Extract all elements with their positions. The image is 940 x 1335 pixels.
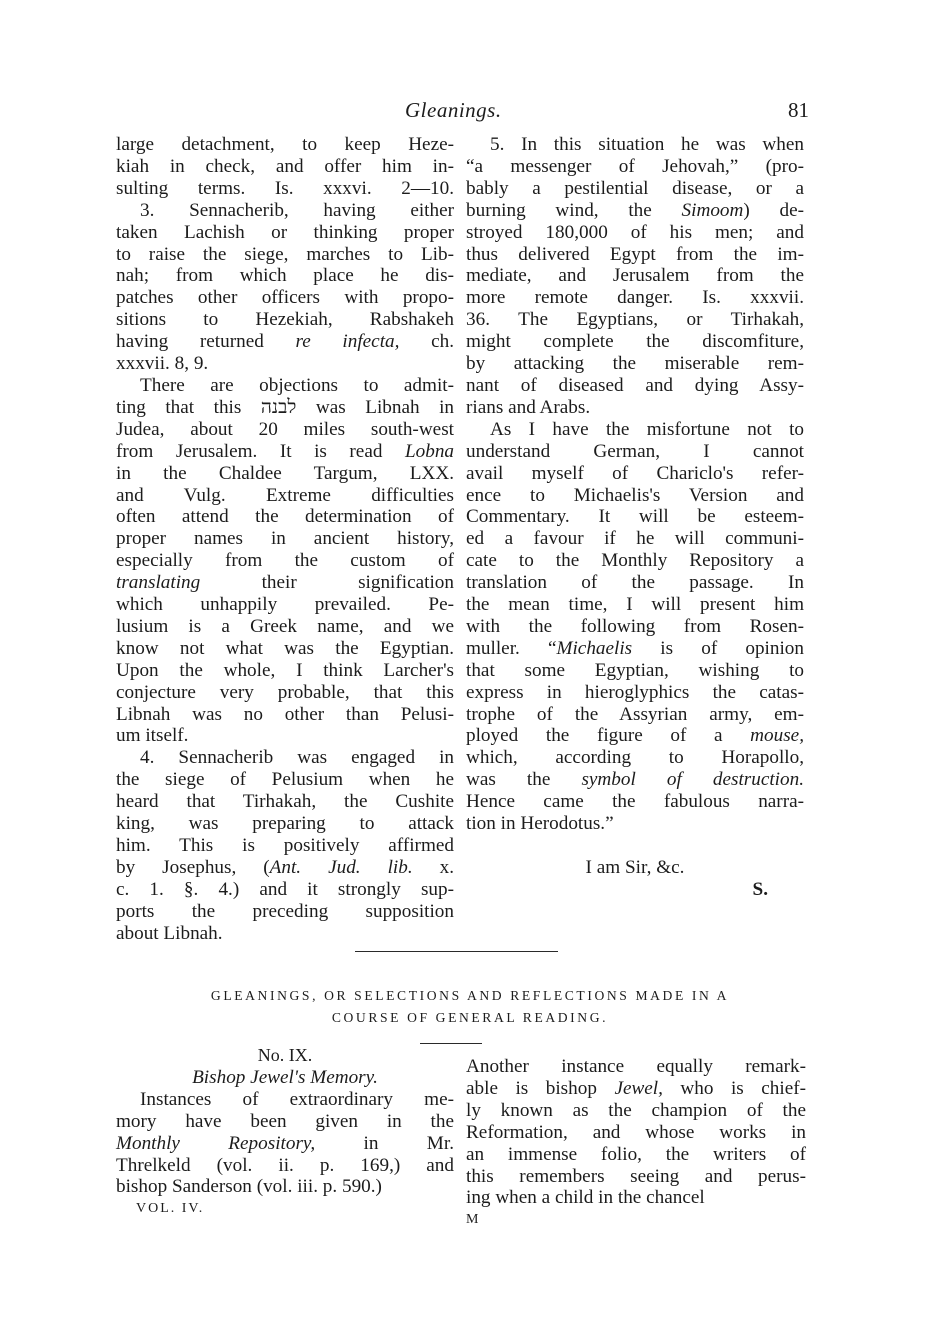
text-line: nah; from which place he dis-	[116, 265, 454, 287]
section-heading-line: GLEANINGS, OR SELECTIONS AND REFLECTIONS MADE IN A	[210, 988, 730, 1003]
text-line: with the following from Rosen-	[466, 615, 804, 637]
text-line: the siege of Pelusium when he	[116, 769, 454, 791]
italic-phrase: Lobna	[404, 440, 455, 462]
text-line: c. 1. §. 4.) and it strongly sup-	[116, 878, 454, 900]
signature-line	[466, 879, 804, 901]
text-line	[466, 638, 804, 660]
text-line: kiah in check, and offer him in-	[116, 155, 454, 177]
text-line: that some Egyptian, wishing to	[466, 659, 804, 681]
text-line: and Vulg. Extreme difficulties	[116, 484, 454, 506]
text-line: Commentary. It will be esteem-	[466, 506, 804, 528]
text-line	[466, 769, 804, 791]
text-line: ly known as the champion of the	[466, 1099, 806, 1121]
text-line: often attend the determination of	[116, 506, 454, 528]
text-line: bishop Sanderson (vol. iii. p. 590.)	[116, 1176, 382, 1198]
text-segment: having returned	[116, 331, 264, 353]
text-segment: ch.	[399, 331, 455, 353]
text-line: Upon the whole, I think Larcher's	[116, 659, 454, 681]
text-segment: ) de-	[743, 199, 805, 221]
text-line: cate to the Monthly Repository a	[466, 550, 804, 572]
text-line: As I have the misfortune not to	[490, 418, 804, 440]
text-line: Another instance equally remark-	[466, 1056, 806, 1077]
text-line	[466, 200, 804, 222]
text-line: large detachment, to keep Heze-	[116, 134, 454, 155]
text-segment: ting that this	[116, 396, 242, 418]
text-line: about Libnah.	[116, 922, 223, 944]
text-line: bably a pestilential disease, or a	[466, 177, 804, 199]
text-line: ed a favour if he will communi-	[466, 528, 804, 550]
italic-phrase: Ant. Jud. lib.	[269, 856, 413, 878]
text-line: mediate, and Jerusalem from the	[466, 265, 804, 287]
text-line: translation of the passage. In	[466, 572, 804, 594]
text-line: mory have been given in the	[116, 1110, 454, 1132]
text-line	[466, 1078, 806, 1100]
article-right-column	[466, 1056, 806, 1231]
running-title: Gleanings.	[405, 98, 502, 122]
signature-mark: M	[466, 1212, 481, 1228]
text-line: Threlkeld (vol. ii. p. 169,) and	[116, 1154, 454, 1176]
text-segment: their signification	[200, 572, 454, 594]
closing-line: I am Sir, &c.	[585, 856, 685, 878]
text-line: especially from the custom of	[116, 550, 454, 572]
article-left-column	[116, 1045, 454, 1220]
text-line	[116, 441, 454, 463]
text-line: conjecture very probable, that this	[116, 681, 454, 703]
spacer	[466, 835, 804, 857]
text-segment: was Libnah in	[296, 396, 455, 418]
text-line: trophe of the Assyrian army, em-	[466, 703, 804, 725]
text-line: ports the preceding supposition	[116, 900, 454, 922]
text-line: 3. Sennacherib, having either	[140, 199, 454, 221]
italic-phrase: re infecta,	[295, 331, 400, 353]
article-title: Bishop Jewel's Memory.	[192, 1066, 378, 1088]
text-line: patches other officers with propo-	[116, 287, 454, 309]
text-segment: able is bishop	[466, 1077, 597, 1099]
text-segment: burning wind, the	[466, 199, 652, 221]
text-segment: was the	[466, 769, 551, 791]
text-line: understand German, I cannot	[466, 440, 804, 462]
section-heading-line: COURSE OF GENERAL READING.	[331, 1010, 609, 1025]
text-line: tion in Herodotus.”	[466, 813, 614, 835]
text-line: 5. In this situation he was when	[490, 134, 804, 155]
text-segment: by Josephus, (	[116, 856, 270, 878]
text-line	[116, 857, 454, 879]
text-line: lusium is a Greek name, and we	[116, 615, 454, 637]
text-line: taken Lachish or thinking proper	[116, 221, 454, 243]
hebrew-word: לבנה	[260, 396, 297, 418]
text-line: might complete the discomfiture,	[466, 331, 804, 353]
italic-phrase: Simoom	[681, 199, 744, 221]
volume-footer: VOL. IV.	[136, 1201, 205, 1217]
text-line: nant of diseased and dying Assy-	[466, 374, 804, 396]
text-segment: from Jerusalem. It is read	[116, 440, 383, 462]
text-line: to raise the siege, marches to Lib-	[116, 243, 454, 265]
text-line: more remote danger. Is. xxxvii.	[466, 287, 804, 309]
text-segment: in Mr.	[315, 1132, 454, 1154]
text-line: Hence came the fabulous narra-	[466, 791, 804, 813]
short-divider	[420, 1043, 482, 1044]
text-segment: is of opinion	[632, 637, 804, 659]
italic-phrase: Jewel,	[614, 1077, 663, 1099]
text-line: xxxvii. 8, 9.	[116, 353, 209, 375]
text-line: in the Chaldee Targum, LXX.	[116, 462, 454, 484]
text-line: rians and Arabs.	[466, 396, 591, 418]
text-line	[116, 572, 454, 594]
italic-phrase: mouse,	[750, 725, 804, 747]
text-line	[466, 725, 804, 747]
italic-phrase: symbol of destruction.	[581, 769, 805, 791]
text-line: which unhappily prevailed. Pe-	[116, 594, 454, 616]
text-line: express in hieroglyphics the catas-	[466, 681, 804, 703]
signature: S.	[752, 878, 768, 900]
text-line: Reformation, and whose works in	[466, 1121, 806, 1143]
text-segment: x.	[412, 856, 455, 878]
italic-phrase: Michaelis	[556, 637, 633, 659]
section-divider	[355, 951, 558, 952]
article-number: No. IX.	[257, 1045, 313, 1065]
text-line: king, was preparing to attack	[116, 813, 454, 835]
text-line: um itself.	[116, 725, 189, 747]
text-line: stroyed 180,000 of his men; and	[466, 221, 804, 243]
text-line: proper names in ancient history,	[116, 528, 454, 550]
text-line: 4. Sennacherib was engaged in	[140, 747, 454, 769]
text-line: sitions to Hezekiah, Rabshakeh	[116, 309, 454, 331]
text-line: “a messenger of Jehovah,” (pro-	[466, 155, 804, 177]
text-line: an immense folio, the writers of	[466, 1143, 806, 1165]
text-line: avail myself of Chariclo's refer-	[466, 462, 804, 484]
text-line: thus delivered Egypt from the im-	[466, 243, 804, 265]
text-line	[116, 397, 454, 419]
text-line: ence to Michaelis's Version and	[466, 484, 804, 506]
text-line: this remembers seeing and perus-	[466, 1165, 806, 1187]
right-column	[466, 134, 804, 901]
text-line	[116, 331, 454, 353]
text-line: the mean time, I will present him	[466, 594, 804, 616]
text-line: ing when a child in the chancel	[466, 1187, 705, 1209]
text-segment: who is chief-	[662, 1077, 806, 1099]
italic-phrase: translating	[116, 572, 201, 594]
text-line: which, according to Horapollo,	[466, 747, 804, 769]
section-heading	[100, 985, 840, 1029]
page-number: 81	[788, 98, 809, 122]
text-line: Libnah was no other than Pelusi-	[116, 703, 454, 725]
text-segment: muller. “	[466, 637, 557, 659]
text-line: Judea, about 20 miles south-west	[116, 418, 454, 440]
italic-phrase: Monthly Repository,	[116, 1132, 316, 1154]
text-line: by attacking the miserable rem-	[466, 353, 804, 375]
text-line: There are objections to admit-	[140, 374, 454, 396]
text-line	[116, 1133, 454, 1155]
text-line: sulting terms. Is. xxxvi. 2—10.	[116, 177, 454, 199]
text-line: heard that Tirhakah, the Cushite	[116, 791, 454, 813]
text-line: Instances of extraordinary me-	[140, 1088, 454, 1110]
text-line: know not what was the Egyptian.	[116, 637, 454, 659]
left-column	[116, 134, 454, 945]
text-segment: ployed the figure of a	[466, 725, 723, 747]
text-line: 36. The Egyptians, or Tirhakah,	[466, 309, 804, 331]
text-line: him. This is positively affirmed	[116, 835, 454, 856]
running-head	[0, 98, 940, 128]
